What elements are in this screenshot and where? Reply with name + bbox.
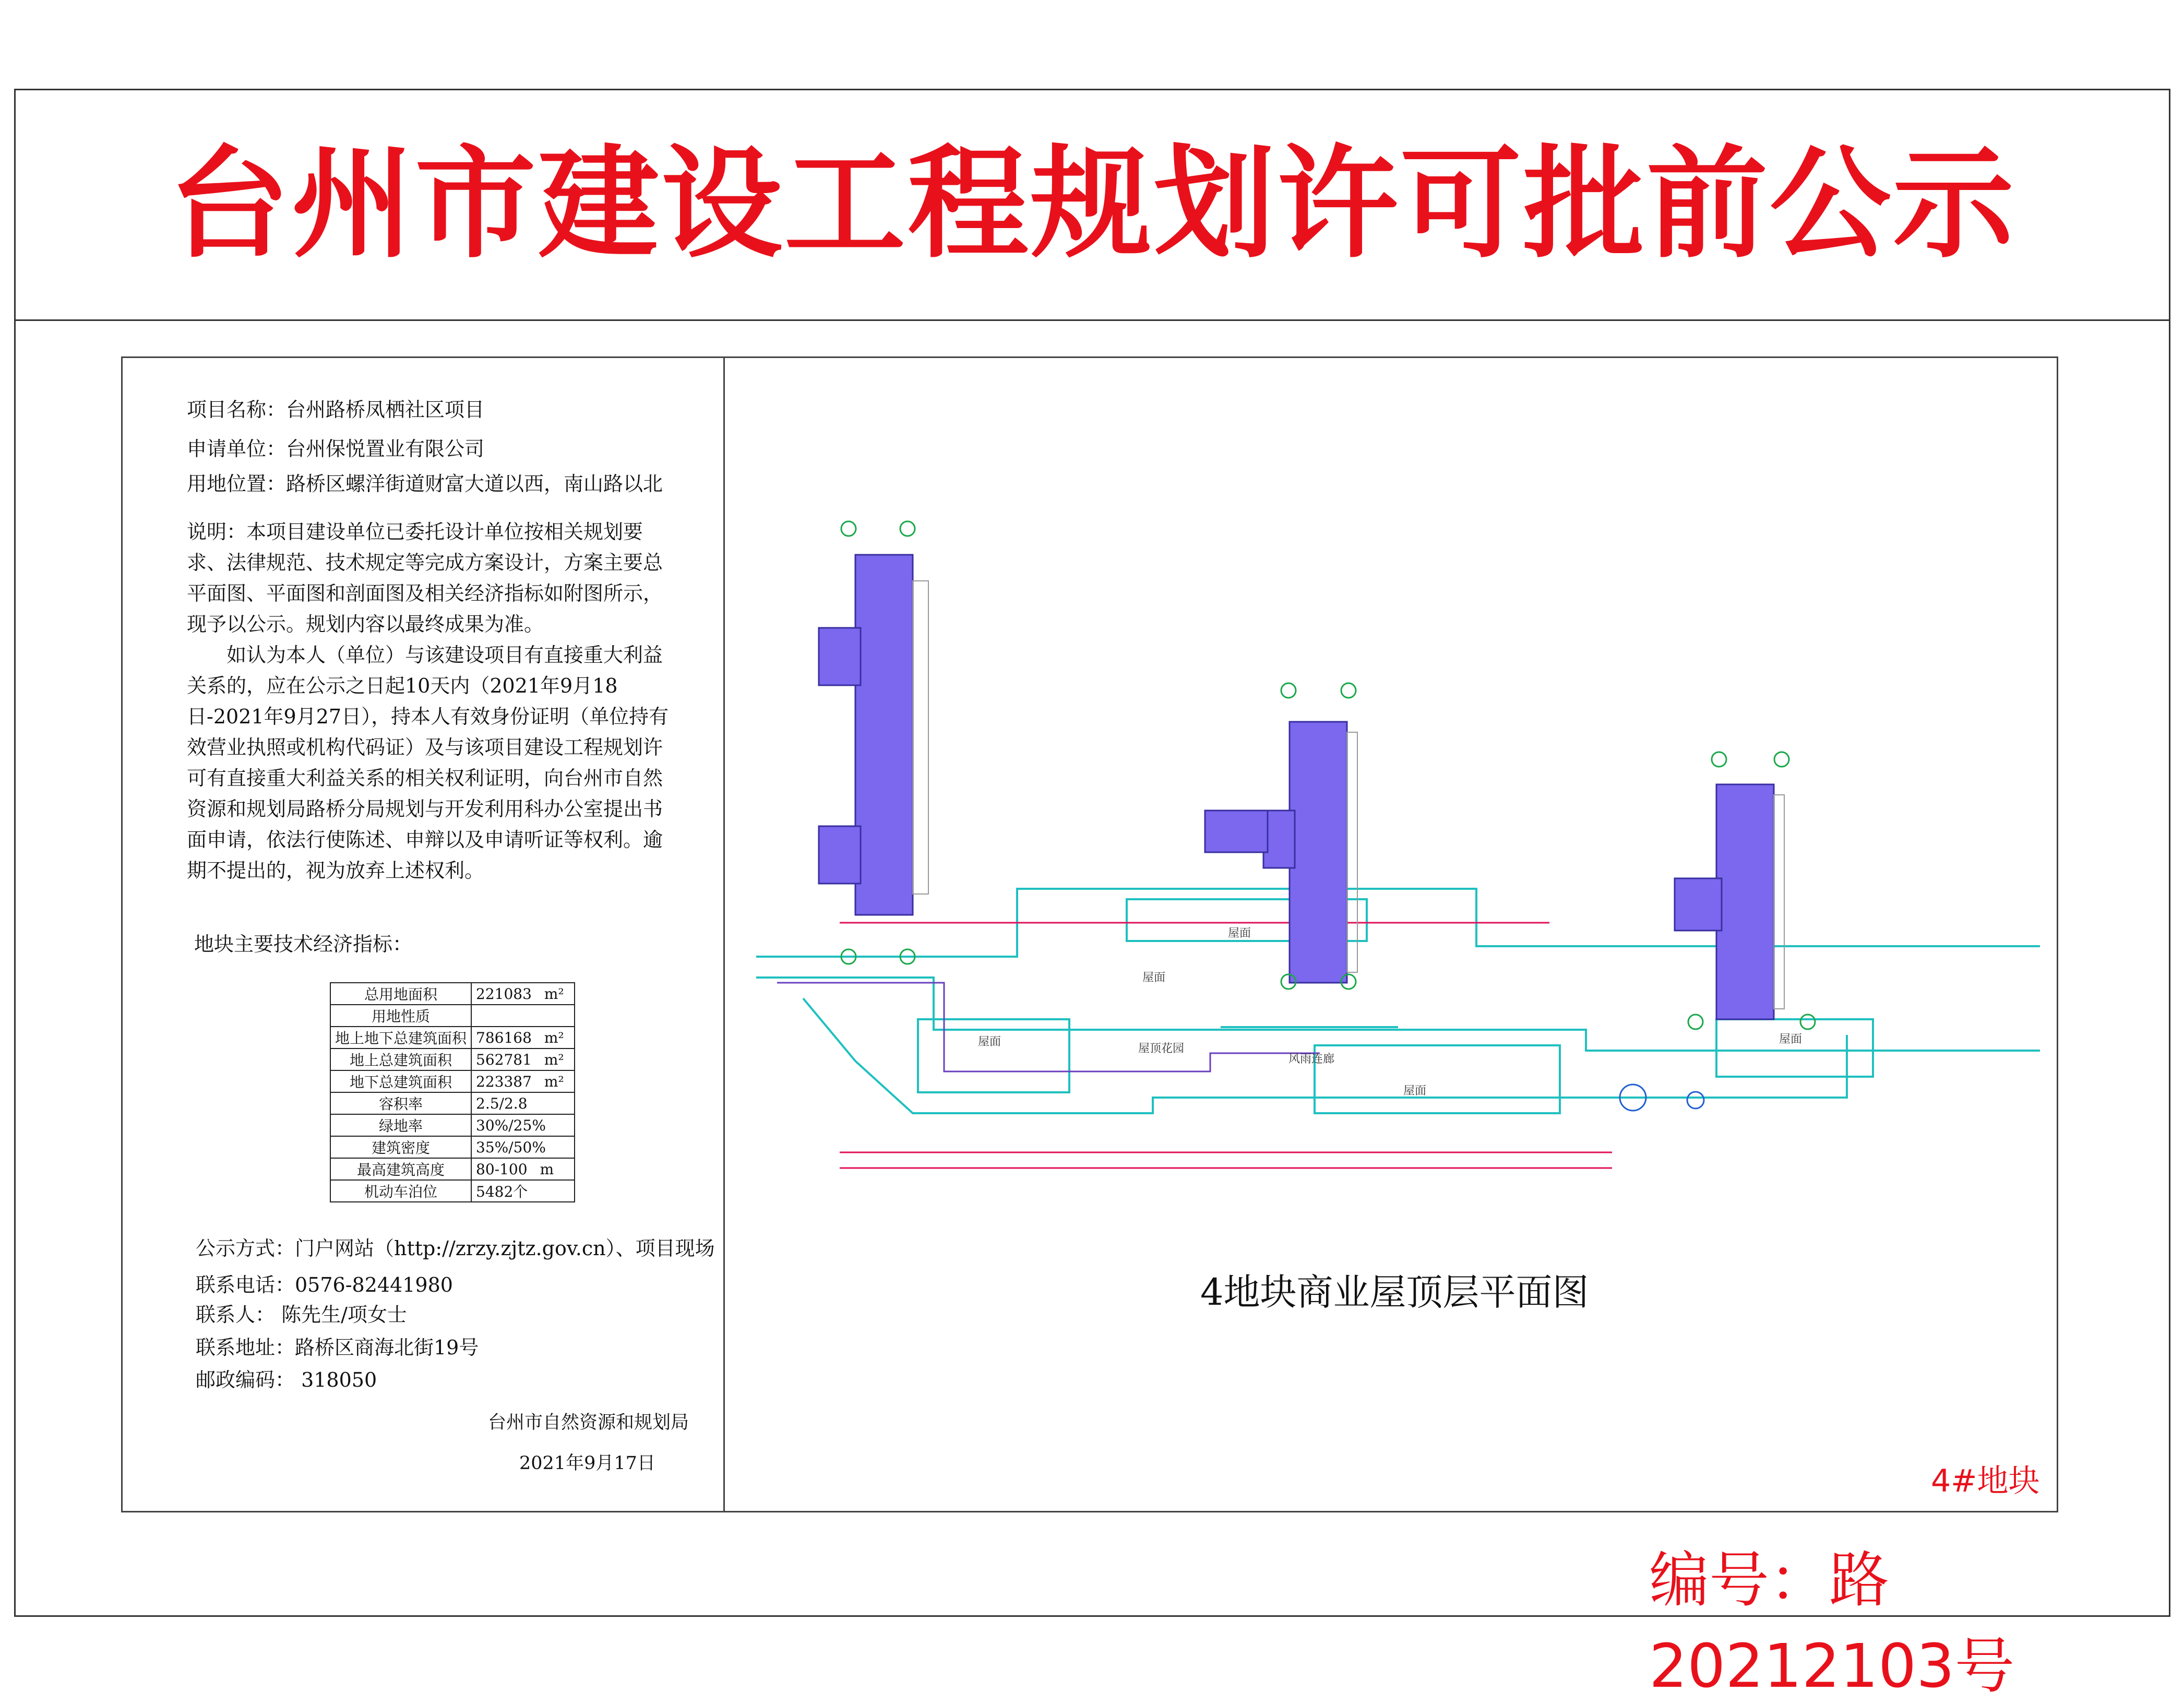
indicator-row (330, 1092, 575, 1114)
roof-label-5: 屋面 (1779, 1033, 1803, 1046)
issuing-authority: 台州市自然资源和规划局 (488, 1412, 689, 1433)
indicator-label: 绿地率 (330, 1114, 471, 1136)
indicator-value (471, 1158, 575, 1180)
indicator-value-text: 223387 (476, 1073, 532, 1090)
indicator-unit: m² (544, 1051, 564, 1068)
contact-phone: 联系电话：0576-82441980 (196, 1273, 453, 1296)
indicator-label: 容积率 (330, 1092, 471, 1114)
indicator-value (471, 1114, 575, 1136)
plot-tag: 4#地块 (1931, 1463, 2040, 1499)
serial-number: 编号：路20212103号 (1649, 1545, 2015, 1701)
issue-date: 2021年9月17日 (519, 1453, 655, 1474)
indicator-label: 地上地下总建筑面积 (330, 1027, 471, 1048)
indicator-value (471, 1180, 575, 1202)
indicator-row (330, 1114, 575, 1136)
indicator-value (471, 1027, 575, 1048)
roof-label-4: 屋面 (1228, 927, 1251, 940)
title-banner (14, 89, 2170, 321)
indicator-row (330, 1048, 575, 1070)
postcode: 邮政编码： 318050 (196, 1368, 377, 1391)
indicator-value-text: 562781 (476, 1051, 532, 1068)
publicity-method: 公示方式：门户网站（http://zrzy.zjtz.gov.cn）、项目现场 (196, 1237, 715, 1260)
indicator-value-text: 221083 (476, 985, 532, 1003)
indicator-value (471, 1136, 575, 1158)
indicator-value (471, 983, 575, 1005)
indicator-value-text: 5482个 (476, 1183, 528, 1200)
roof-garden-label: 屋顶花园 (1138, 1042, 1185, 1055)
indicator-value-text: 35%/50% (476, 1138, 546, 1156)
indicator-value-text: 80-100 (476, 1160, 528, 1178)
indicator-value-text: 786168 (476, 1029, 532, 1046)
page-title: 台州市建设工程规划许可批前公示 (168, 134, 2016, 275)
indicator-value (471, 1092, 575, 1114)
indicator-row (330, 1005, 575, 1027)
building-outline (913, 581, 1784, 1009)
indicator-label: 地下总建筑面积 (330, 1070, 471, 1092)
indicator-value (471, 1048, 575, 1070)
contact-person: 联系人： 陈先生/项女士 (196, 1303, 407, 1326)
indicator-label: 机动车泊位 (330, 1180, 471, 1202)
indicator-unit: m² (544, 1073, 564, 1090)
contact-address: 联系地址：路桥区商海北街19号 (196, 1336, 479, 1359)
indicator-row (330, 983, 575, 1005)
roof-label-2: 屋面 (978, 1035, 1001, 1048)
indicator-value-text: 30%/25% (476, 1116, 546, 1134)
site-location: 用地位置：路桥区螺洋街道财富大道以西，南山路以北 (187, 472, 663, 495)
wind-corridor-label: 风雨连廊 (1288, 1053, 1335, 1066)
indicator-row (330, 1136, 575, 1158)
indicator-row (330, 1070, 575, 1092)
indicator-label: 总用地面积 (330, 983, 471, 1005)
project-name: 项目名称：台州路桥凤栖社区项目 (187, 398, 485, 421)
indicator-value (471, 1005, 575, 1027)
applicant: 申请单位：台州保悦置业有限公司 (187, 437, 485, 460)
plan-title: 4地块商业屋顶层平面图 (1200, 1271, 1589, 1314)
indicator-label: 用地性质 (330, 1005, 471, 1027)
roof-label-1: 屋面 (1142, 971, 1166, 984)
indicator-value (471, 1070, 575, 1092)
indicator-row (330, 1027, 575, 1048)
building-blocks (819, 555, 1774, 1019)
indicator-unit: m² (544, 985, 564, 1003)
indicator-label: 建筑密度 (330, 1136, 471, 1158)
indicator-label: 地上总建筑面积 (330, 1048, 471, 1070)
indicator-unit: m (540, 1160, 554, 1178)
indicator-unit: m² (544, 1029, 564, 1046)
roof-plan-drawing (725, 356, 2058, 1512)
indicators-table (330, 982, 575, 1202)
description-para-2: 如认为本人（单位）与该建设项目有直接重大利益关系的，应在公示之日起10天内（2021年9月18日-2021年9月27日），持本人有效身份证明（单位持有效营业执照或机构代码证）及与该项目建设工程规划许可有直接重大利益关系的相关权利证明，向台州市自然资源和规划局路桥分局规划与开发利用科办公室提出书面申请，依法行使陈述、申辩以及申请听证等权利。逾期不提出的，视为放弃上述权利。 (187, 644, 669, 882)
indicators-heading: 地块主要技术经济指标： (194, 933, 413, 956)
roof-label-3: 屋面 (1403, 1085, 1427, 1098)
indicator-label: 最高建筑高度 (330, 1158, 471, 1180)
description-para-1: 说明：本项目建设单位已委托设计单位按相关规划要求、法律规范、技术规定等完成方案设计，方案主要总平面图、平面图和剖面图及相关经济指标如附图所示，现予以公示。规划内容以最终成果为准。 (187, 520, 663, 636)
indicator-value-text: 2.5/2.8 (476, 1094, 528, 1112)
indicator-row (330, 1180, 575, 1202)
indicator-row (330, 1158, 575, 1180)
description (187, 517, 677, 886)
